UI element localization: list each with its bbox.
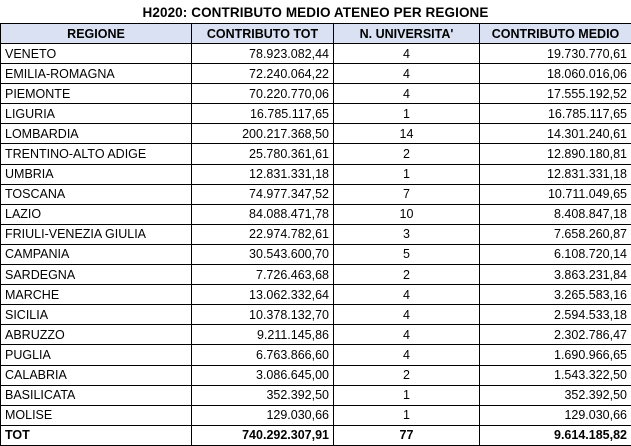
table-row [1,164,631,184]
column-header-contributo-tot[interactable]: CONTRIBUTO TOT [192,24,334,44]
cell-contributo-tot: 74.977.347,52 [192,184,334,204]
cell-contributo-tot: 200.217.368,50 [192,124,334,144]
table-row [1,265,631,285]
cell-n-universita: 4 [334,44,480,64]
cell-n-universita: 3 [334,224,480,244]
cell-contributo-medio: 18.060.016,06 [480,64,631,84]
cell-regione: SICILIA [1,305,192,325]
cell-contributo-medio: 6.108.720,14 [480,244,631,264]
total-label: TOT [1,425,192,445]
cell-contributo-medio: 352.392,50 [480,385,631,405]
cell-n-universita: 2 [334,144,480,164]
cell-contributo-medio: 19.730.770,61 [480,44,631,64]
cell-contributo-tot: 13.062.332,64 [192,285,334,305]
data-table [0,23,631,446]
cell-contributo-tot: 129.030,66 [192,405,334,425]
table-row [1,325,631,345]
table-row [1,124,631,144]
cell-contributo-tot: 84.088.471,78 [192,204,334,224]
table-row [1,204,631,224]
cell-n-universita: 10 [334,204,480,224]
cell-contributo-medio: 16.785.117,65 [480,104,631,124]
table-row [1,44,631,64]
total-n-universita: 77 [334,425,480,445]
cell-n-universita: 1 [334,104,480,124]
cell-n-universita: 2 [334,265,480,285]
table-row [1,224,631,244]
cell-n-universita: 1 [334,385,480,405]
cell-contributo-medio: 10.711.049,65 [480,184,631,204]
cell-contributo-tot: 352.392,50 [192,385,334,405]
table-row [1,64,631,84]
cell-contributo-tot: 72.240.064,22 [192,64,334,84]
cell-contributo-tot: 25.780.361,61 [192,144,334,164]
cell-contributo-medio: 1.543.322,50 [480,365,631,385]
cell-regione: LAZIO [1,204,192,224]
cell-regione: BASILICATA [1,385,192,405]
table-row [1,405,631,425]
table-row [1,345,631,365]
cell-n-universita: 2 [334,365,480,385]
cell-regione: LOMBARDIA [1,124,192,144]
total-contributo-medio: 9.614.185,82 [480,425,631,445]
column-header-regione[interactable]: REGIONE [1,24,192,44]
cell-regione: VENETO [1,44,192,64]
column-header-n-universita[interactable]: N. UNIVERSITA' [334,24,480,44]
cell-n-universita: 4 [334,84,480,104]
cell-contributo-medio: 3.265.583,16 [480,285,631,305]
cell-contributo-medio: 2.594.533,18 [480,305,631,325]
cell-n-universita: 4 [334,285,480,305]
cell-contributo-tot: 7.726.463,68 [192,265,334,285]
cell-regione: MOLISE [1,405,192,425]
cell-n-universita: 4 [334,325,480,345]
total-contributo-tot: 740.292.307,91 [192,425,334,445]
cell-n-universita: 1 [334,405,480,425]
cell-regione: UMBRIA [1,164,192,184]
cell-contributo-medio: 8.408.847,18 [480,204,631,224]
column-header-contributo-medio[interactable]: CONTRIBUTO MEDIO [480,24,631,44]
cell-contributo-tot: 9.211.145,86 [192,325,334,345]
cell-contributo-tot: 12.831.331,18 [192,164,334,184]
cell-contributo-tot: 30.543.600,70 [192,244,334,264]
table-row [1,104,631,124]
cell-contributo-tot: 10.378.132,70 [192,305,334,325]
cell-contributo-medio: 2.302.786,47 [480,325,631,345]
cell-contributo-tot: 3.086.645,00 [192,365,334,385]
cell-n-universita: 5 [334,244,480,264]
table-row [1,84,631,104]
table-row [1,285,631,305]
cell-contributo-tot: 78.923.082,44 [192,44,334,64]
cell-regione: TRENTINO-ALTO ADIGE [1,144,192,164]
cell-n-universita: 1 [334,164,480,184]
cell-regione: EMILIA-ROMAGNA [1,64,192,84]
table-row [1,144,631,164]
cell-contributo-medio: 129.030,66 [480,405,631,425]
table-body [1,44,631,426]
cell-n-universita: 14 [334,124,480,144]
cell-regione: PIEMONTE [1,84,192,104]
total-row [1,425,631,445]
table-row [1,365,631,385]
cell-n-universita: 7 [334,184,480,204]
cell-regione: PUGLIA [1,345,192,365]
cell-contributo-medio: 1.690.966,65 [480,345,631,365]
table-title: H2020: CONTRIBUTO MEDIO ATENEO PER REGIONE [142,5,489,20]
cell-contributo-tot: 16.785.117,65 [192,104,334,124]
cell-n-universita: 4 [334,64,480,84]
table-row [1,244,631,264]
cell-regione: FRIULI-VENEZIA GIULIA [1,224,192,244]
cell-regione: ABRUZZO [1,325,192,345]
cell-regione: SARDEGNA [1,265,192,285]
cell-contributo-tot: 22.974.782,61 [192,224,334,244]
cell-regione: TOSCANA [1,184,192,204]
cell-contributo-tot: 70.220.770,06 [192,84,334,104]
table-row [1,305,631,325]
cell-contributo-medio: 3.863.231,84 [480,265,631,285]
header-row [1,24,631,44]
cell-n-universita: 4 [334,345,480,365]
cell-contributo-medio: 17.555.192,52 [480,84,631,104]
cell-contributo-medio: 14.301.240,61 [480,124,631,144]
cell-contributo-tot: 6.763.866,60 [192,345,334,365]
cell-contributo-medio: 12.890.180,81 [480,144,631,164]
cell-regione: MARCHE [1,285,192,305]
cell-regione: CAMPANIA [1,244,192,264]
table-row [1,385,631,405]
cell-n-universita: 4 [334,305,480,325]
cell-regione: LIGURIA [1,104,192,124]
table-row [1,184,631,204]
cell-contributo-medio: 12.831.331,18 [480,164,631,184]
cell-regione: CALABRIA [1,365,192,385]
cell-contributo-medio: 7.658.260,87 [480,224,631,244]
